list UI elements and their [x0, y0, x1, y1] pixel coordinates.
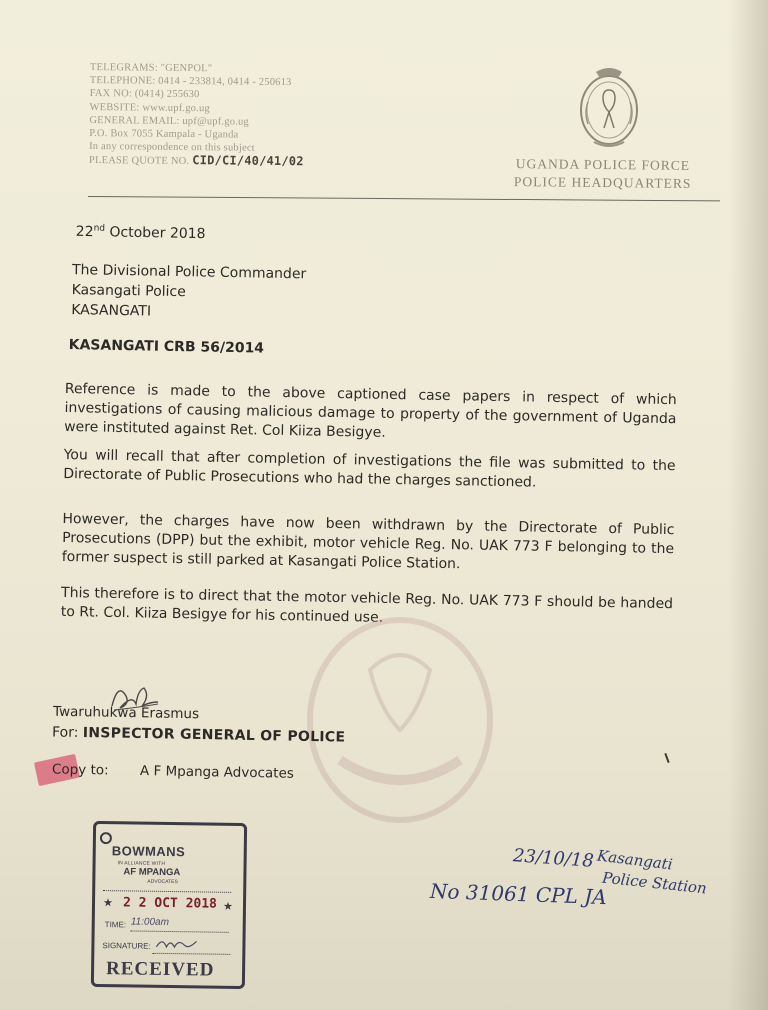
letterhead-contacts [89, 61, 380, 171]
stamp-star-icon: ★ [222, 900, 233, 913]
watermark-emblem-icon [300, 610, 500, 830]
handwritten-station: Police Station [601, 868, 708, 898]
handwritten-place: Kasangati [596, 846, 674, 874]
stamp-signature-scribble-icon [154, 935, 198, 952]
paragraph: Reference is made to the above captioned case papers in respect of which investigations of causing malicious damage to property of the government of Uganda were instituted against Ret. Col Kiiza Besigye. [64, 380, 677, 441]
letter-body [60, 218, 688, 626]
stamp-signature-line [152, 953, 230, 955]
stamp-firm: BOWMANS [111, 843, 186, 860]
organisation-name [514, 155, 692, 193]
handwritten-date: 23/10/18 [512, 845, 595, 872]
copy-recipient: A F Mpanga Advocates [139, 763, 295, 782]
stamp-advocates: ADVOCATES [147, 878, 178, 886]
page-shadow [728, 0, 768, 1010]
contact-line: FAX NO: (0414) 255630 [89, 88, 200, 101]
recipient-line: Kasangati Police [71, 282, 186, 301]
contact-line: WEBSITE: www.upf.go.ug [89, 101, 210, 114]
stamp-date: 2 2 OCT 2018 [122, 895, 218, 912]
contact-line: In any correspondence on this subject [89, 141, 255, 154]
stamp-time-label: TIME: [104, 920, 127, 930]
copy-to-line [51, 761, 295, 782]
quote-label: PLEASE QUOTE NO. [88, 155, 190, 168]
contact-line: P.O. Box 7055 Kampala - Uganda [89, 128, 239, 141]
recipient-address [71, 260, 306, 324]
stamp-divider [103, 890, 231, 893]
paragraph: You will recall that after completion of investigations the file was submitted to the Directorate of Public Prosecutions who had the charges sanctioned. [63, 446, 676, 491]
stamp-star-icon: ★ [102, 897, 113, 910]
paragraph: However, the charges have now been withdrawn by the Directorate of Public Prosecutions (DPP) but the exhibit, motor vehicle Reg. No. UAK 773 F belonging to the former suspect is still parked at Kasangati Police Station. [61, 510, 675, 573]
uganda-police-crest-icon [574, 62, 644, 152]
org-subtitle: POLICE HEADQUARTERS [513, 174, 692, 191]
recipient-line: KASANGATI [71, 302, 152, 320]
stamp-received: RECEIVED [105, 958, 215, 981]
signatory-name: Twaruhukwa Erasmus [52, 703, 200, 723]
stamp-logo-icon [100, 832, 112, 844]
reference-number: CID/CI/40/41/02 [192, 153, 304, 169]
letterhead-divider [88, 196, 720, 201]
handwritten-officer-number: No 31061 CPL JA [429, 878, 608, 910]
contact-line: TELEPHONE: 0414 - 233814, 0414 - 250613 [89, 75, 292, 89]
copy-label: Copy to: [51, 761, 109, 779]
contact-line: GENERAL EMAIL: upf@upf.go.ug [89, 114, 249, 128]
recipient-line: The Divisional Police Commander [71, 262, 307, 283]
pen-mark [664, 753, 669, 763]
letter-subject: KASANGATI CRB 56/2014 [68, 337, 265, 357]
received-stamp [91, 821, 247, 989]
stamp-time-value: 11:00am [130, 916, 170, 929]
signatory-title: For: INSPECTOR GENERAL OF POLICE [51, 724, 346, 746]
paragraph: This therefore is to direct that the motor vehicle Reg. No. UAK 773 F should be handed to Rt. Col. Kiiza Besigye for his continued use. [60, 584, 674, 626]
contact-line: TELEGRAMS: "GENPOL" [89, 61, 213, 75]
quote-line [89, 153, 379, 170]
org-name: UGANDA POLICE FORCE [515, 156, 691, 173]
stamp-agency: AF MPANGA [123, 866, 181, 879]
stamp-time-line [131, 930, 229, 932]
stamp-small-text: IN ALLIANCE WITH [117, 860, 166, 867]
letter-date: 22nd October 2018 [75, 223, 206, 243]
stamp-signature-label: SIGNATURE: [102, 941, 151, 951]
